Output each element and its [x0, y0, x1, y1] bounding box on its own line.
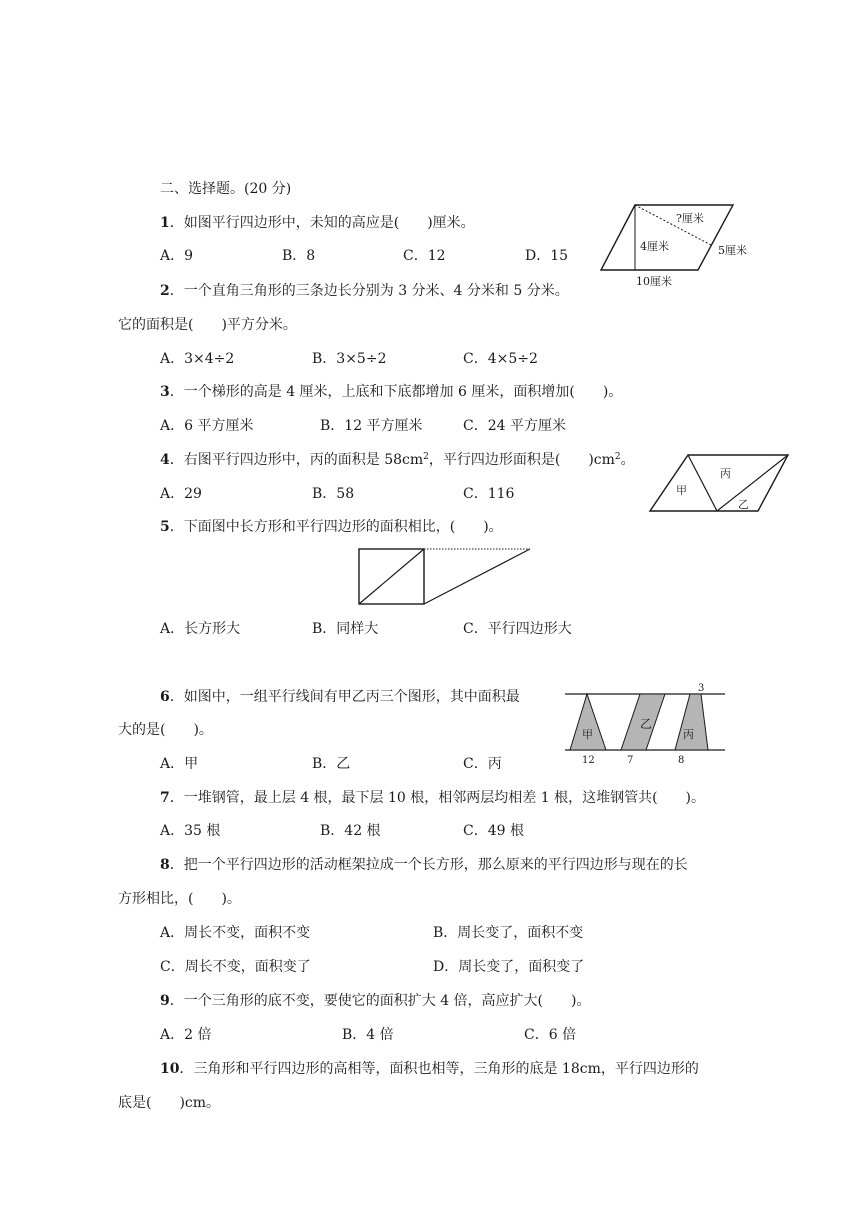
figure-label: 乙 [738, 498, 749, 511]
question-text-continued: 大的是( )。 [118, 722, 213, 738]
superscript: 2 [423, 452, 429, 462]
figure-label: ?厘米 [676, 212, 704, 225]
question-text-continued: 它的面积是( )平方分米。 [118, 317, 297, 333]
question-text: 如图平行四边形中，未知的高应是( )厘米。 [183, 215, 475, 231]
option-c[interactable]: C．12 [403, 248, 446, 264]
option-d[interactable]: D．15 [525, 248, 569, 264]
option-c[interactable]: C．6 倍 [524, 1027, 577, 1043]
figure-label: 4厘米 [640, 240, 669, 253]
question-number: 3 [160, 384, 170, 400]
question-text: 一堆钢管，最上层 4 根，最下层 10 根，相邻两层均相差 1 根，这堆钢管共( )。 [183, 790, 706, 806]
option-a[interactable]: A．3×4÷2 [160, 351, 235, 367]
option-a[interactable]: A．35 根 [160, 823, 221, 839]
question-text: 把一个平行四边形的活动框架拉成一个长方形，那么原来的平行四边形与现在的长 [183, 857, 688, 873]
option-c[interactable]: C．24 平方厘米 [463, 418, 566, 434]
option-b[interactable]: B．4 倍 [342, 1027, 394, 1043]
question-number: 9 [160, 993, 170, 1009]
option-a[interactable]: A．29 [160, 486, 202, 502]
question-text-continued: 底是( )cm。 [118, 1095, 221, 1111]
question-text: 一个梯形的高是 4 厘米，上底和下底都增加 6 厘米，面积增加( )。 [183, 384, 623, 400]
figure-label: 10厘米 [636, 275, 672, 288]
question-text: 一个直角三角形的三条边长分别为 3 分米、4 分米和 5 分米。 [183, 283, 569, 299]
question-text: 下面图中长方形和平行四边形的面积相比，( )。 [183, 519, 503, 535]
question-8: 8．把一个平行四边形的活动框架拉成一个长方形，那么原来的平行四边形与现在的长 [160, 857, 688, 873]
question-number: 1 [160, 215, 170, 231]
question-text: 一个三角形的底不变，要使它的面积扩大 4 倍，高应扩大( )。 [183, 993, 591, 1009]
question-6: 6．如图中，一组平行线间有甲乙丙三个图形，其中面积最 [160, 689, 520, 705]
figure-label: 3 [698, 683, 705, 694]
option-b[interactable]: B．58 [312, 486, 355, 502]
figure-label: 丙 [683, 728, 694, 741]
question-text: ，平行四边形面积是( )cm [428, 452, 615, 468]
option-a[interactable]: A．周长不变，面积不变 [160, 925, 311, 941]
figure-label: 甲 [676, 484, 687, 497]
option-c[interactable]: C．丙 [463, 756, 502, 772]
question-5: 5．下面图中长方形和平行四边形的面积相比，( )。 [160, 519, 503, 535]
question-number: 2 [160, 283, 170, 299]
option-b[interactable]: B．12 平方厘米 [320, 418, 423, 434]
option-a[interactable]: A．6 平方厘米 [160, 418, 254, 434]
question-1: 1．如图平行四边形中，未知的高应是( )厘米。 [160, 215, 475, 231]
question-text: 三角形和平行四边形的高相等，面积也相等，三角形的底是 18cm，平行四边形的 [193, 1061, 699, 1077]
figure-label: 8 [678, 755, 685, 766]
figure-rectangle-parallelogram [358, 548, 533, 606]
question-4: 4．右图平行四边形中，丙的面积是 $58cm^2$，平行四边形面积是( )$cm^2$。 [160, 452, 635, 468]
figure-label: 甲 [582, 728, 593, 741]
figure-label: 乙 [640, 717, 653, 731]
option-c[interactable]: C．116 [463, 486, 515, 502]
option-a[interactable]: A．9 [160, 248, 194, 264]
question-number: 6 [160, 689, 170, 705]
question-text: 右图平行四边形中，丙的面积是 58cm [183, 452, 424, 468]
figure-parallelogram-q4 [648, 452, 793, 516]
figure-parallel-lines [560, 680, 730, 770]
option-c[interactable]: C．49 根 [463, 823, 524, 839]
figure-parallelogram-q1 [598, 200, 758, 290]
section-title: 二、选择题。(20 分) [160, 181, 292, 197]
question-2: 2．一个直角三角形的三条边长分别为 3 分米、4 分米和 5 分米。 [160, 283, 569, 299]
figure-label: 12 [582, 755, 595, 766]
question-number: 10 [160, 1061, 180, 1077]
question-text: 如图中，一组平行线间有甲乙丙三个图形，其中面积最 [183, 689, 520, 705]
option-c[interactable]: C．4×5÷2 [463, 351, 538, 367]
option-d[interactable]: D．周长变了，面积变了 [433, 959, 585, 975]
figure-label: 7 [627, 755, 634, 766]
question-number: 4 [160, 452, 170, 468]
superscript: 2 [614, 452, 621, 462]
option-b[interactable]: B．周长变了，面积不变 [433, 925, 584, 941]
option-b[interactable]: B．3×5÷2 [312, 351, 387, 367]
question-number: 7 [160, 790, 170, 806]
question-3: 3．一个梯形的高是 4 厘米，上底和下底都增加 6 厘米，面积增加( )。 [160, 384, 623, 400]
figure-label: 5厘米 [718, 244, 747, 257]
option-b[interactable]: B．同样大 [312, 621, 379, 637]
option-a[interactable]: A．甲 [160, 756, 199, 772]
figure-label: 丙 [720, 467, 731, 480]
question-7: 7．一堆钢管，最上层 4 根，最下层 10 根，相邻两层均相差 1 根，这堆钢管共( )。 [160, 790, 706, 806]
option-a[interactable]: A．2 倍 [160, 1027, 212, 1043]
option-b[interactable]: B．乙 [312, 756, 351, 772]
question-text-continued: 方形相比，( )。 [118, 891, 241, 907]
question-number: 8 [160, 857, 170, 873]
option-c[interactable]: C．平行四边形大 [463, 621, 572, 637]
question-9: 9．一个三角形的底不变，要使它的面积扩大 4 倍，高应扩大( )。 [160, 993, 591, 1009]
question-number: 5 [160, 519, 170, 535]
option-b[interactable]: B．8 [282, 248, 316, 264]
question-10: 10．三角形和平行四边形的高相等，面积也相等，三角形的底是 18cm，平行四边形的 [160, 1061, 699, 1077]
option-c[interactable]: C．周长不变，面积变了 [160, 959, 311, 975]
option-a[interactable]: A．长方形大 [160, 621, 241, 637]
option-b[interactable]: B．42 根 [320, 823, 381, 839]
